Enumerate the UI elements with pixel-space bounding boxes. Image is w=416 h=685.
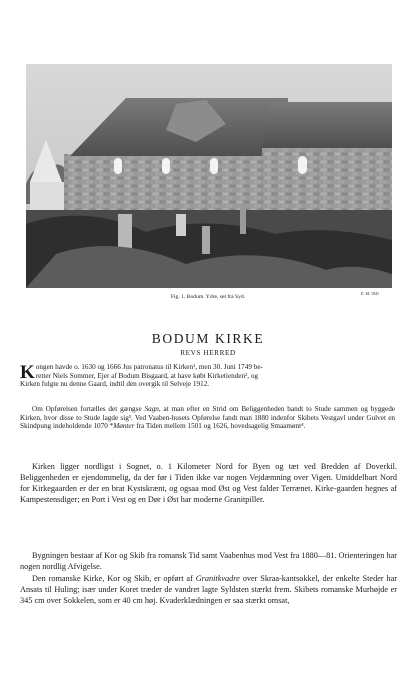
intro-line-1: ongen havde o. 1630 og 1666 Jus patronatus til Kirken¹, men 30. Juni 1749 be- <box>35 363 263 371</box>
legend-text-3: fra Tiden mellem 1501 og 1626, hovedsagelig Smaamønt⁴. <box>134 422 306 431</box>
church-photo-image <box>26 64 392 288</box>
romanesque-text-2: over Skraa-kantsokkel, der enkelte Steder har Ansats til Huling; især under Koret træder de vandret lagte Syldsten stærkt frem. Skibets romanske Murhøjde er 345 cm over Sokkelen, som er 40 cm høj. Kvaderklædningen er saa stærkt omsat, <box>20 574 398 606</box>
page-subtitle: REVS HERRED <box>180 349 236 357</box>
legend-text-2: at man efter en Strid om Beliggenheden bandt to Stude sammen og byggede Kirken, hvor disse to Stude lagde sig³. Ved Vaaben-husets Opførelse fandt man 1880 indenfor Skibets Vestgavl under Gulvet en Skindpung indeholdende 1070 * <box>20 405 395 431</box>
body-paragraph-location: Kirken ligger nordligst i Sognet, o. 1 Kilometer Nord for Byen og tæt ved Bredden af Doverkil. Beliggenheden er ejendommelig, da der før i Tiden ikke var nogen Vejdæmning over Vigen. Umiddelbart Nord for Kirkegaarden er der en brat Kystskrænt, og ogsaa mod Øst og Vest falder Terrænet. Kirke-gaarden hegnes af Kampestensdiger; en Port i Vest og en Dør i Øst har moderne Granitpiller. <box>20 462 397 505</box>
coins-emphasis: Mønter <box>113 422 135 431</box>
romanesque-text-1: Den romanske Kirke, Kor og Skib, er opført af <box>32 574 196 583</box>
body-paragraph-romanesque <box>20 573 397 606</box>
legend-text-1: Om Opførelsen fortælles det gængse <box>32 405 145 413</box>
legend-emphasis: Sagn, <box>144 405 161 413</box>
intro-line-2: retter Niels Sommer, Ejer af Bodum Bisgaard, at have købt Kirketienden², og <box>35 371 259 380</box>
body-paragraph-building: Bygningen bestaar af Kor og Skib fra romansk Tid samt Vaabenhus mod Vest fra 1880—81. Orienteringen har nogen nordlig Afvigelse. <box>20 551 397 572</box>
granite-emphasis: Granitkvadre <box>195 574 240 583</box>
church-photo <box>26 64 392 288</box>
intro-line-3: Kirken fulgte nu denne Gaard, indtil den overgik til Selveje 1912. <box>20 380 210 389</box>
intro-paragraph <box>20 363 395 389</box>
legend-paragraph <box>20 405 395 431</box>
page-title: BODUM KIRKE <box>151 331 265 346</box>
figure-caption: Fig. 1. Bodum. Ydre, set fra Syd. <box>170 294 246 300</box>
drop-cap: K <box>20 362 35 383</box>
photo-credit: E. M. 1941 <box>361 291 379 296</box>
